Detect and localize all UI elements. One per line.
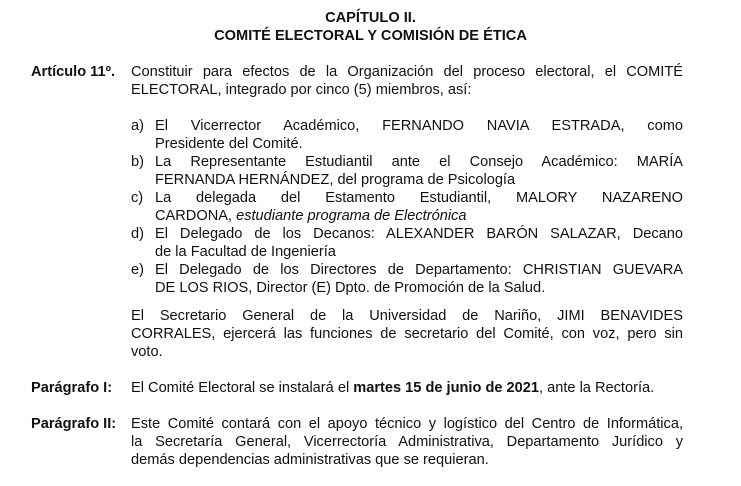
list-item-line: FERNANDA HERNÁNDEZ, del programa de Psicología xyxy=(155,172,516,188)
list-marker: a) xyxy=(131,118,144,134)
paragraph-2-label: Parágrafo II: xyxy=(31,416,117,432)
paragraph-line: voto. xyxy=(131,344,163,360)
list-item xyxy=(131,225,683,261)
list-item-line: El Vicerrector Académico, FERNANDO NAVIA ESTRADA, como xyxy=(155,118,683,134)
list-item-line: de la Facultad de Ingeniería xyxy=(155,244,336,260)
chapter-title: COMITÉ ELECTORAL Y COMISIÓN DE ÉTICA xyxy=(214,28,527,44)
list-item-line: El Delegado de los Directores de Departamento: CHRISTIAN GUEVARA xyxy=(155,262,683,278)
paragraph-line: El Secretario General de la Universidad de Nariño, JIMI BENAVIDES xyxy=(131,308,683,324)
list-item-line: DE LOS RIOS, Director (E) Dpto. de Promoción de la Salud. xyxy=(155,280,546,296)
list-marker: d) xyxy=(131,226,144,242)
list-item-line xyxy=(155,207,683,225)
paragraph-text: El Comité Electoral se instalará el xyxy=(131,380,354,396)
paragraph-2-text xyxy=(131,415,683,469)
paragraph-1-text xyxy=(131,379,683,397)
list-item xyxy=(131,153,683,189)
article-intro-line: Constituir para efectos de la Organización del proceso electoral, el COMITÉ xyxy=(131,64,683,80)
list-item xyxy=(131,117,683,153)
article-intro xyxy=(131,63,683,99)
list-item-italic-text: estudiante programa de Electrónica xyxy=(236,208,467,224)
paragraph-line: CORRALES, ejercerá las funciones de secretario del Comité, con voz, pero sin xyxy=(131,326,683,342)
paragraph-text: , ante la Rectoría. xyxy=(539,380,655,396)
article-intro-line: ELECTORAL, integrado por cinco (5) miembros, así: xyxy=(131,82,472,98)
chapter-number: CAPÍTULO II. xyxy=(325,10,416,26)
list-item-line: Presidente del Comité. xyxy=(155,136,303,152)
list-item xyxy=(131,261,683,297)
list-item-line: La delegada del Estamento Estudiantil, MALORY NAZARENO xyxy=(155,190,683,206)
paragraph-line: la Secretaría General, Vicerrectoría Administrativa, Departamento Jurídico y xyxy=(131,434,683,450)
article-label: Artículo 11º. xyxy=(31,64,115,80)
paragraph-line: demás dependencias administrativas que se requieran. xyxy=(131,452,489,468)
list-marker: b) xyxy=(131,154,144,170)
list-item-text: CARDONA, xyxy=(155,208,237,224)
list-marker: c) xyxy=(131,190,144,206)
list-item xyxy=(131,189,683,225)
secretary-paragraph xyxy=(131,307,683,361)
list-item-line: La Representante Estudiantil ante el Consejo Académico: MARÍA xyxy=(155,154,683,170)
list-item-line: El Delegado de los Decanos: ALEXANDER BARÓN SALAZAR, Decano xyxy=(155,226,683,242)
list-marker: e) xyxy=(131,262,144,278)
paragraph-1-label: Parágrafo I: xyxy=(31,380,113,396)
committee-members-list xyxy=(131,117,683,297)
installation-date: martes 15 de junio de 2021 xyxy=(353,380,539,396)
paragraph-line: Este Comité contará con el apoyo técnico y logístico del Centro de Informática, xyxy=(131,416,683,432)
